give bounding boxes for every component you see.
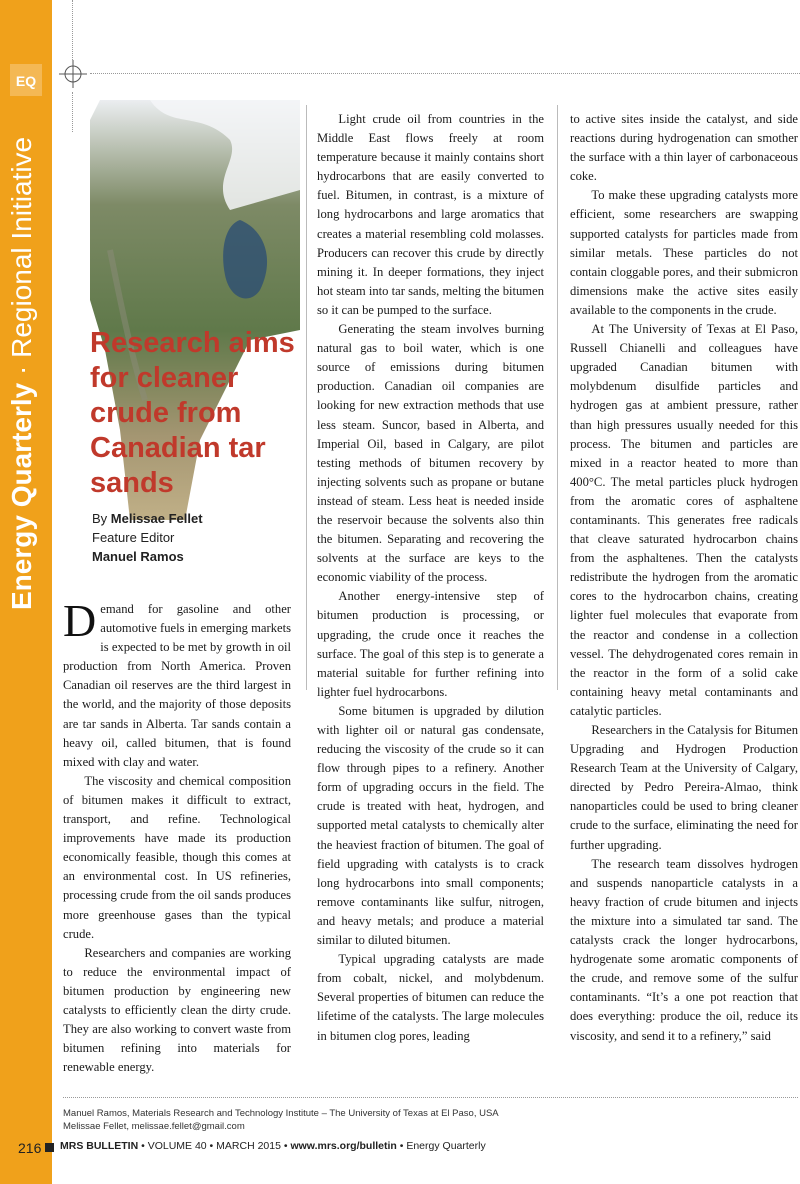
paragraph: Light crude oil from countries in the Middle East flows freely at room temperature because it mainly contains short hydrocarbons that are easily converted to fuel. Bitumen, in contrast, is a mixture of long hydrocarbons and large aromatics that creates a material resembling cold molasses. Producers can recover this crude by directly mining it. In deeper formations, they inject hot steam into tar sands, melting the bitumen so it can be pumped to the surface. (317, 112, 544, 317)
crop-line (72, 92, 73, 132)
paragraph: Another energy-intensive step of bitumen production is processing, or upgrading, the crude once it reaches the surface. The goal of this step is to generate a material suitable for further refining into lighter fuel hydrocarbons. (317, 589, 544, 699)
column-2 (317, 110, 544, 1046)
article-headline: Research aims for cleaner crude from Canadian tar sands (90, 327, 295, 499)
byline (92, 509, 302, 566)
journal-url[interactable]: www.mrs.org/bulletin (290, 1140, 397, 1152)
column-divider (306, 105, 307, 690)
paragraph: Some bitumen is upgraded by dilution with lighter oil or natural gas condensate, reducing the viscosity of the crude so it can flow through pipes to a refinery. Another form of upgrading occurs in the field. The crude is treated with heat, hydrogen, and supported metal catalysts to chemically alter the heaviest fraction of bitumen. The goal of field upgrading with catalysts is to crack long hydrocarbons into small components; remove contaminants like sulfur, nitrogen, and heavy metals; and produce a material similar to diluted bitumen. (317, 703, 544, 948)
footnote-rule (63, 1097, 798, 1098)
paragraph: Generating the steam involves burning natural gas to boil water, which is one source of emissions during bitumen production. Canadian oil companies are looking for new extraction methods that use less steam. Suncor, based in Alberta, and Imperial Oil, based in Calgary, are pilot testing methods of bitumen recovery by injecting solvents such as propane or butane instead of steam. Less heat is needed inside the reservoir because the solvents also thin the bitumen. Separating and recovering the solvents at the surface are keys to the economic viability of the process. (317, 322, 544, 585)
footer-square-icon (45, 1143, 54, 1152)
paragraph: Researchers and companies are working to reduce the environmental impact of bitumen production by engineering new catalysts to efficiently clean the dirty crude. They are also working to convert waste from bitumen refining into materials for renewable energy. (63, 945, 291, 1075)
paragraph: Researchers in the Catalysis for Bitumen Upgrading and Hydrogen Production Research Team at the University of Calgary, directed by Pedro Pereira-Almao, think nanoparticles could be used to bring cleaner crude to the surface, eliminating the need for further upgrading. (570, 723, 798, 852)
byline-author: Melissae Fellet (110, 511, 203, 526)
byline-by: By (92, 511, 108, 526)
footnote-line: Manuel Ramos, Materials Research and Technology Institute – The University of Texas at El Paso, USA (63, 1108, 499, 1119)
volume: VOLUME 40 (147, 1140, 207, 1152)
footer-line: MRS BULLETIN • VOLUME 40 • MARCH 2015 • www.mrs.org/bulletin • Energy Quarterly (60, 1140, 486, 1152)
paragraph: At The University of Texas at El Paso, Russell Chianelli and colleagues have upgraded Canadian bitumen with molybdenum disulfide particles and hydrogen gas at ambient pressure, rather than high pressures usually needed for this process. The bitumen and particles are mixed in a reactor heated to more than 400°C. The metal particles pluck hydrogen from the aromatic cores of asphaltene contaminants. This generates free radicals that cleave saturated hydrocarbon chains from the asphaltenes. Then the catalysts redistribute the hydrogen from the aromatic cores to the hydrocarbon chains, creating lighter fuel molecules that evaporate from the reactor and condense in a collection vessel. The dehydrogenated cores remain in the reactor in the form of a solid cake containing heavy metal contaminants and catalytic particles. (570, 322, 798, 718)
running-footer (0, 1138, 800, 1162)
paragraph: Typical upgrading catalysts are made from cobalt, nickel, and molybdenum. Several properties of bitumen can reduce the lifetime of the catalysts. The large molecules in bitumen clog pores, leading (317, 952, 544, 1043)
section-title-bold: Energy Quarterly (6, 382, 37, 610)
section-separator: · (6, 357, 37, 383)
byline-editor: Manuel Ramos (92, 549, 184, 564)
paragraph: To make these upgrading catalysts more efficient, some researchers are swapping supported catalysts for particles made from similar metals. These particles do not contain cloggable pores, and their submicron dimensions make the active sites easily available to the components in the crude. (570, 188, 798, 317)
byline-role: Feature Editor (92, 530, 175, 545)
crop-line (72, 0, 73, 60)
column-divider (557, 105, 558, 690)
drop-cap: D (63, 595, 97, 646)
footer-section: Energy Quarterly (406, 1140, 486, 1152)
paragraph: The viscosity and chemical composition of bitumen makes it difficult to extract, transport, and refine. Technological improvements have made its production economically feasible, though this comes at an environmental cost. In US refineries, processing crude from the oil sands produces more greenhouse gases than the typical crude. (63, 773, 291, 941)
section-title (6, 50, 46, 610)
footnote-line: Melissae Fellet, melissae.fellet@gmail.com (63, 1121, 245, 1132)
footnotes (63, 1107, 763, 1133)
section-title-rest: Regional Initiative (6, 136, 37, 358)
page-number: 216 (18, 1140, 42, 1156)
journal-name: MRS BULLETIN (60, 1140, 139, 1152)
registration-mark-icon (59, 60, 87, 88)
crop-line (90, 73, 800, 74)
paragraph: The research team dissolves hydrogen and suspends nanoparticle catalysts in a heavy fraction of crude bitumen and injects the mixture into a simulated tar sand. The catalysts crack the longer hydrocarbons, hydrogenate some aromatic components of the crude, and remove some of the sulfur contaminants. “It’s a one pot reaction that does everything: produce the oil, reduce its viscosity, and send it to a refinery,” said (570, 856, 798, 1043)
column-3 (570, 110, 798, 1046)
paragraph: to active sites inside the catalyst, and side reactions during hydrogenation can smother the surface with a thin layer of carbonaceous coke. (570, 112, 798, 184)
column-1 (63, 595, 291, 1077)
issue-date: MARCH 2015 (216, 1140, 281, 1152)
paragraph: Demand for gasoline and other automotive fuels in emerging markets is expected to be met by growth in oil production from North America. Proven Canadian oil reserves are the third largest in the world, and the majority of those deposits are tar sands in Alberta. Tar sands contain a heavy oil, called bitumen, that is found mixed with clay and water. (63, 595, 291, 769)
svg-text:EQ: EQ (15, 73, 37, 89)
